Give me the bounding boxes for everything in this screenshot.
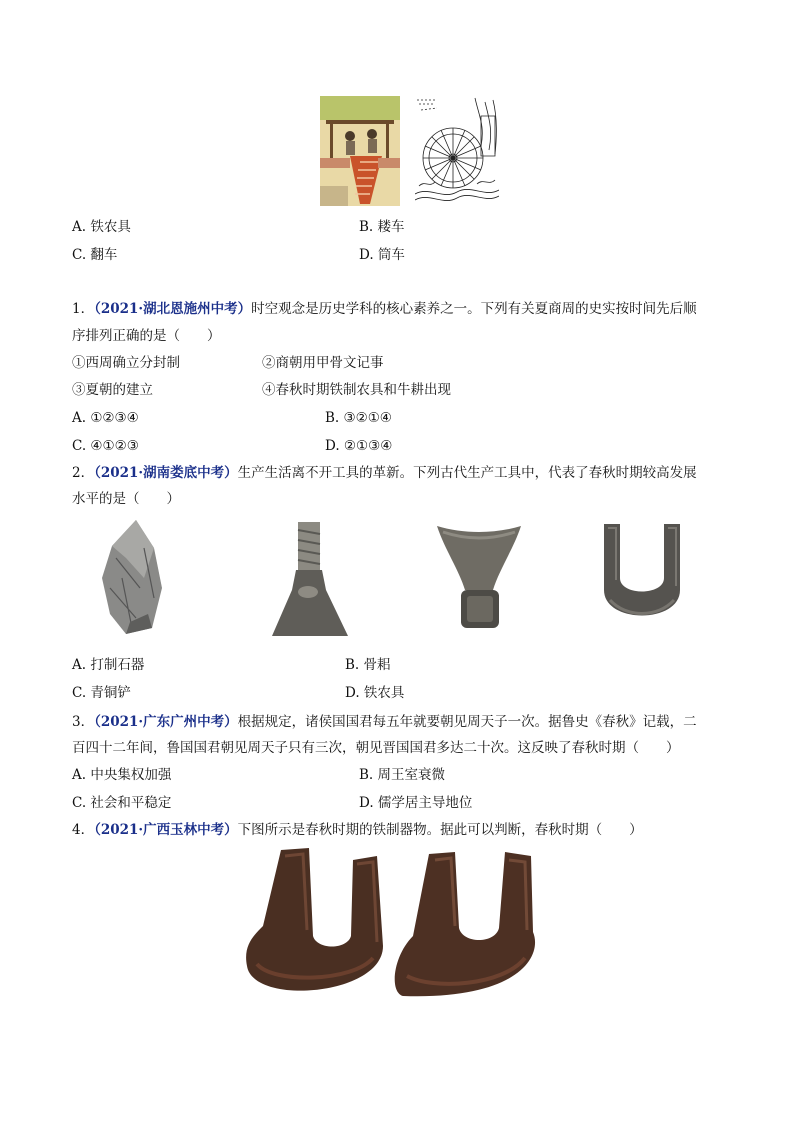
question-3-stem-line2: 百四十二年间，鲁国国君朝见周天子只有三次，朝见晋国国君多达二十次。这反映了春秋时期（ ） [72,740,680,756]
tongche-illustration [415,96,499,208]
q1-option-a: A. ①②③④ [72,410,139,426]
question-number: 2． [72,465,95,481]
q1-item-1: ①西周确立分封制 [72,355,180,371]
q1-option-b: B. ③②①④ [325,410,392,426]
question-2-stem [72,463,697,483]
question-text: 时空观念是历史学科的核心素养之一。下列有关夏商周的史实按时间先后顺 [251,301,697,317]
q1-item-3: ③夏朝的建立 [72,382,153,398]
question-1-stem-line2: 序排列正确的是（ ） [72,328,221,344]
iron-implements-photo [243,846,559,1012]
question-3-stem [72,712,697,732]
question-text: 下图所示是春秋时期的铁制器物。据此可以判断，春秋时期（ ） [237,822,643,838]
q1-option-c: C. ④①②③ [72,438,139,454]
q3-option-b: B. 周王室衰微 [359,767,446,783]
q3-option-d: D. 儒学居主导地位 [359,795,473,811]
question-1-stem [72,299,697,319]
question-4-stem [72,820,643,840]
bronze-shovel-image [433,520,525,632]
fanche-illustration [320,96,400,206]
q3-option-c: C. 社会和平稳定 [72,795,172,811]
question-source: （2021·广西玉林中考） [94,822,238,838]
q1-item-2: ②商朝用甲骨文记事 [262,355,384,371]
q3-option-a: A. 中央集权加强 [72,767,172,783]
chipped-stone-tool-image [96,518,166,636]
question-text: 生产生活离不开工具的革新。下列古代生产工具中，代表了春秋时期较高发展 [237,465,697,481]
bone-spade-image [268,520,350,638]
top-option-a: A. 铁农具 [72,219,131,235]
q1-option-d: D. ②①③④ [325,438,393,454]
question-source: （2021·广东广州中考） [94,714,238,730]
question-2-stem-line2: 水平的是（ ） [72,491,180,507]
q2-option-d: D. 铁农具 [345,685,405,701]
q2-option-b: B. 骨耜 [345,657,391,673]
q2-option-a: A. 打制石器 [72,657,145,673]
q1-item-4: ④春秋时期铁制农具和牛耕出现 [262,382,451,398]
question-number: 4． [72,822,95,838]
iron-farm-tool-image [596,520,688,638]
question-text: 根据规定，诸侯国国君每五年就要朝见周天子一次。据鲁史《春秋》记载，二 [237,714,697,730]
question-number: 3． [72,714,95,730]
top-option-d: D. 筒车 [359,247,405,263]
q2-option-c: C. 青铜铲 [72,685,131,701]
top-option-c: C. 翻车 [72,247,118,263]
question-number: 1． [72,301,95,317]
question-source: （2021·湖北恩施州中考） [94,301,252,317]
top-option-b: B. 耧车 [359,219,405,235]
question-source: （2021·湖南娄底中考） [94,465,238,481]
